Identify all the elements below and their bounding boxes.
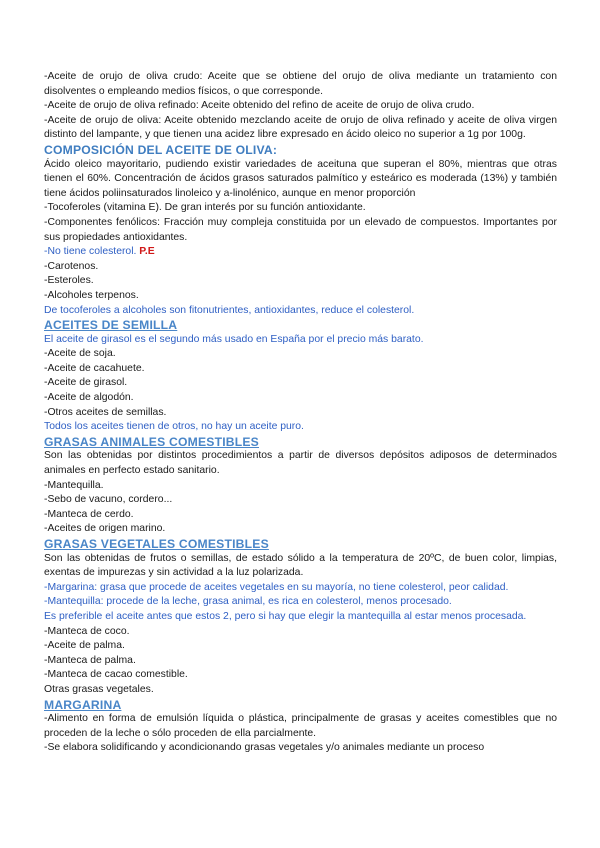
paragraph: Ácido oleico mayoritario, pudiendo existir variedades de aceituna que superan el 80%, mientras que otras tienen el 60%. Concentración de ácidos grasos saturados palmítico y esteárico es moderada (13%) y también tiene ácidos poliinsaturados linoleico y a-linolénico, aunque en menor proporción <box>44 158 557 199</box>
paragraph: -Alcoholes terpenos. <box>44 289 139 301</box>
paragraph: Son las obtenidas por distintos procedimientos a partir de diversos depósitos adiposos de determinados animales en perfecto estado sanitario. <box>44 450 557 477</box>
paragraph: -Tocoferoles (vitamina E). De gran interés por su función antioxidante. <box>44 202 366 214</box>
paragraph: -Carotenos. <box>44 260 99 272</box>
section-heading: COMPOSICIÓN DEL ACEITE DE OLIVA: <box>44 142 278 157</box>
paragraph: -Aceite de girasol. <box>44 377 128 389</box>
paragraph: -Manteca de cacao comestible. <box>44 669 188 681</box>
section-heading: GRASAS VEGETALES COMESTIBLES <box>44 537 269 551</box>
paragraph: -Aceite de cacahuete. <box>44 362 145 374</box>
paragraph: -Mantequilla. <box>44 479 104 491</box>
section-heading: MARGARINA <box>44 697 122 712</box>
highlight-note: -Margarina: grasa que procede de aceites vegetales en su mayoría, no tiene colesterol, peor calidad. <box>44 581 509 593</box>
paragraph: -Manteca de palma. <box>44 654 136 666</box>
paragraph: -Aceite de palma. <box>44 640 125 652</box>
paragraph: -Aceite de orujo de oliva refinado: Aceite obtenido del refino de aceite de orujo de oliva crudo. <box>44 100 475 112</box>
paragraph: -Sebo de vacuno, cordero... <box>44 494 173 506</box>
annotation-mark: P.E <box>139 246 155 258</box>
highlight-note: -Mantequilla: procede de la leche, grasa animal, es rica en colesterol, menos procesado. <box>44 596 452 608</box>
paragraph: Otras grasas vegetales. <box>44 683 154 695</box>
paragraph: -Alimento en forma de emulsión líquida o plástica, principalmente de grasas y aceites comestibles que no proceden de la leche o sólo proceden de ella parcialmente. <box>44 713 557 739</box>
paragraph: -Se elabora solidificando y acondicionando grasas vegetales y/o animales mediante un proceso <box>44 742 485 754</box>
paragraph: Son las obtenidas de frutos o semillas, de estado sólido a la temperatura de 20ºC, de buen color, limpias, exentas de impurezas y sin actividad a la luz polarizada. <box>44 552 557 579</box>
highlight-note: El aceite de girasol es el segundo más usado en España por el precio más barato. <box>44 333 424 345</box>
paragraph: -Aceite de soja. <box>44 348 116 360</box>
section-heading: ACEITES DE SEMILLA <box>44 318 178 333</box>
paragraph: -Aceite de algodón. <box>44 392 134 404</box>
highlight-note: Es preferible el aceite antes que estos 2, pero si hay que elegir la mantequilla al estar menos procesada. <box>44 610 527 622</box>
section-heading: GRASAS ANIMALES COMESTIBLES <box>44 434 259 449</box>
paragraph: -Aceite de orujo de oliva crudo: Aceite que se obtiene del orujo de oliva mediante un tratamiento con disolventes o empleando medios físicos, o que corresponde. <box>44 71 557 97</box>
highlight-note: De tocoferoles a alcoholes son fitonutrientes, antioxidantes, reduce el colesterol. <box>44 304 415 316</box>
paragraph: -Componentes fenólicos: Fracción muy compleja constituida por un elevado de compuestos. Importantes por sus propiedades antioxidantes. <box>44 216 557 243</box>
paragraph: -Aceites de origen marino. <box>44 523 166 535</box>
paragraph: -Esteroles. <box>44 275 94 287</box>
highlight-note: Todos los aceites tienen de otros, no hay un aceite puro. <box>44 421 304 433</box>
note-text: -No tiene colesterol. <box>44 246 137 258</box>
paragraph: -Manteca de coco. <box>44 625 130 637</box>
paragraph: -Aceite de orujo de oliva: Aceite obtenido mezclando aceite de orujo de oliva refinado y aceite de oliva virgen distinto del lampante, y que tienen una acidez libre expresado en ácido oleico no superior a 1g por 100g. <box>44 114 557 141</box>
paragraph: -Otros aceites de semillas. <box>44 406 167 418</box>
note-line <box>44 245 557 260</box>
paragraph: -Manteca de cerdo. <box>44 508 134 520</box>
